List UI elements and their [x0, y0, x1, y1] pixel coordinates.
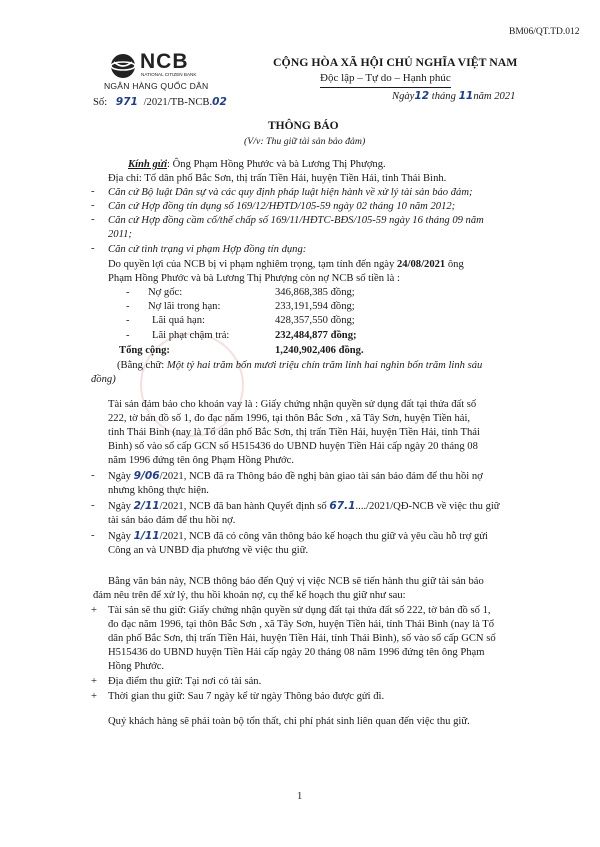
- violation-line-2: Phạm Hồng Phước và bà Lương Thị Phượng còn nợ NCB số tiền là :: [108, 273, 400, 284]
- debt-amount: 233,191,594 đồng;: [275, 301, 355, 312]
- motto-underline: [320, 87, 451, 88]
- ncb-logo: [105, 50, 225, 92]
- address: Địa chỉ: Tổ dân phố Bắc Sơn, thị trấn Tiền Hải, huyện Tiền Hải, tỉnh Thái Bình.: [108, 173, 447, 184]
- plan-asset-line: đo đạc năm 1996, tại thôn Bắc Sơn , xã Tây Sơn, huyện Tiền hải, tỉnh Thái Bình (nay là Tổ: [108, 619, 495, 630]
- basis-item: Căn cứ tình trạng vi phạm Hợp đồng tín dụng:: [108, 244, 307, 255]
- plan-asset-line: H515436 do UBND huyện Tiền Hải cấp ngày 20 tháng 08 năm 1996 đứng tên ông Phạm: [108, 647, 485, 658]
- notice-line: đảm nêu trên để xử lý, thu hồi khoản nợ, cụ thể kế hoạch thu giữ như sau:: [93, 590, 406, 601]
- doc-no-prefix: Số:: [93, 97, 108, 108]
- republic-name: CỘNG HÒA XÃ HỘI CHỦ NGHĨA VIỆT NAM: [273, 55, 518, 69]
- plan-asset-line: Hồng Phước.: [108, 661, 165, 672]
- debt-amount: 346,868,385 đồng;: [275, 287, 355, 298]
- bullet-plus: +: [91, 691, 97, 702]
- event-line: [108, 530, 488, 543]
- bullet-dash: -: [91, 243, 95, 254]
- bullet-dash: -: [91, 500, 95, 511]
- event-line: [108, 470, 483, 483]
- notice-line: Bằng văn bản này, NCB thông báo đến Quý vị việc NCB sẽ tiến hành thu giữ tài sản bảo: [108, 576, 484, 587]
- debt-amount: 428,357,550 đồng;: [275, 315, 355, 326]
- violation-text-a: Do quyền lợi của NCB bị vi phạm nghiêm trọng, tạm tính đến ngày: [108, 259, 397, 270]
- debt-amount: 232,484,877 đồng;: [275, 330, 357, 341]
- total-label: Tổng cộng:: [119, 345, 170, 356]
- decision-number-handwritten: 67.1: [329, 500, 356, 512]
- basis-item: Căn cứ Hợp đồng tín dụng số 169/12/HĐTD/105-59 ngày 02 tháng 10 năm 2012;: [108, 201, 456, 212]
- violation-line-1: [108, 258, 464, 271]
- doc-no-handwritten: 971: [115, 96, 138, 108]
- event-handwritten-date: 1/11: [133, 530, 160, 542]
- event-line-cont: nhưng không thực hiện.: [108, 485, 209, 496]
- debt-label: Nợ gốc:: [148, 287, 183, 298]
- event-handwritten-date: 9/06: [133, 470, 160, 482]
- bullet-dash: -: [91, 470, 95, 481]
- basis-item: Căn cứ Hợp đồng cầm cố/thế chấp số 169/11/HĐTC-BĐS/105-59 ngày 16 tháng 09 năm: [108, 215, 484, 226]
- debt-row-dash: -: [126, 330, 130, 341]
- bullet-plus: +: [91, 676, 97, 687]
- plan-time: Thời gian thu giữ: Sau 7 ngày kể từ ngày Thông báo được gửi đi.: [108, 691, 385, 702]
- basis-item-cont: 2011;: [108, 229, 132, 240]
- bullet-plus: +: [91, 605, 97, 616]
- date-month: 11: [458, 90, 474, 102]
- national-motto: Độc lập – Tự do – Hạnh phúc: [320, 72, 451, 84]
- ncb-globe-icon: [109, 52, 137, 80]
- bullet-dash: -: [91, 530, 95, 541]
- amount-in-words: [117, 359, 482, 372]
- recipient-label: Kính gửi: [128, 159, 168, 170]
- event-prefix: Ngày: [108, 471, 134, 482]
- date-month-word: tháng: [429, 91, 459, 102]
- bullet-dash: -: [91, 214, 95, 225]
- event-text-2: ..../2021/QĐ-NCB về việc thu giữ: [355, 501, 500, 512]
- event-text: /2021, NCB đã ban hành Quyết định số: [159, 501, 330, 512]
- total-amount: 1,240,902,406 đồng.: [275, 345, 364, 356]
- in-words-prefix: (Bằng chữ:: [117, 360, 167, 371]
- debt-label: Nợ lãi trong hạn:: [148, 301, 221, 312]
- bullet-dash: -: [91, 186, 95, 197]
- page-number: 1: [297, 791, 303, 802]
- event-prefix: Ngày: [108, 531, 134, 542]
- bullet-dash: -: [91, 200, 95, 211]
- collateral-line: năm 1996 đứng tên ông Phạm Hồng Phước.: [108, 455, 294, 466]
- debt-label: Lãi quá hạn:: [152, 315, 205, 326]
- debt-row-dash: -: [126, 315, 130, 326]
- collateral-line: tỉnh Thái Bình (nay là Tổ dân phố Bắc Sơn, thị trấn Tiền Hải, huyện Tiền Hải, tỉnh Thái: [108, 427, 480, 438]
- basis-item: Căn cứ Bộ luật Dân sự và các quy định pháp luật hiện hành về xử lý tài sản bảo đảm;: [108, 187, 473, 198]
- event-text: /2021, NCB đã ra Thông báo đề nghị bàn giao tài sản bảo đảm để thu hồi nợ: [159, 471, 483, 482]
- event-prefix: Ngày: [108, 501, 134, 512]
- doc-no-code: /2021/TB-NCB: [143, 97, 210, 108]
- page-title: THÔNG BÁO: [268, 120, 339, 132]
- collateral-line: Tài sản đảm bảo cho khoản vay là : Giấy chứng nhận quyền sử dụng đất tại thửa đất số: [108, 399, 477, 410]
- document-number: [93, 96, 227, 109]
- closing-statement: Quý khách hàng sẽ phải toàn bộ tổn thất, chi phí phát sinh liên quan đến việc thu giữ.: [108, 716, 470, 727]
- debt-row-dash: -: [126, 287, 130, 298]
- violation-text-c: ông: [445, 259, 464, 270]
- page-subtitle: (V/v: Thu giữ tài sản bảo đảm): [244, 136, 366, 147]
- date-prefix: Ngày: [392, 91, 415, 102]
- debt-row-dash: -: [126, 301, 130, 312]
- recipient-text: : Ông Phạm Hồng Phước và bà Lương Thị Phượng.: [167, 159, 386, 170]
- logo-subtitle: NATIONAL CITIZEN BANK: [141, 72, 197, 77]
- plan-asset-line: Tài sản sẽ thu giữ: Giấy chứng nhận quyền sử dụng đất tại thửa đất số 222, tờ bản đồ số 1,: [108, 605, 491, 616]
- logo-bank-name: NGÂN HÀNG QUỐC DÂN: [104, 81, 209, 91]
- collateral-line: 222, tờ bản đồ số 1, đo đạc năm 1996, tại thôn Bắc Sơn , xã Tây Sơn, huyện Tiền hải,: [108, 413, 471, 424]
- plan-asset-line: dân phố Bắc Sơn, thị trấn Tiền Hải, huyện Tiền Hải, tỉnh Thái Bình), số vào sổ cấp GCN số: [108, 633, 496, 644]
- event-line-cont: Công an và UNBD địa phương về việc thu giữ.: [108, 545, 309, 556]
- in-words-text: Một tỷ hai trăm bốn mươi triệu chín trăm linh hai nghìn bốn trăm linh sáu: [166, 360, 483, 371]
- doc-no-dot: .: [209, 97, 213, 108]
- date-day: 12: [414, 90, 430, 102]
- date-year: năm 2021: [473, 91, 516, 102]
- issue-date: [392, 90, 515, 103]
- event-handwritten-date: 2/11: [133, 500, 160, 512]
- logo-brand: NCB: [140, 50, 189, 73]
- event-line: [108, 500, 500, 513]
- debt-label: Lãi phạt chậm trả:: [152, 330, 230, 341]
- violation-date: 24/08/2021: [396, 259, 446, 270]
- collateral-line: Bình) số vào sổ cấp GCN số H515436 do UBND huyện Tiền Hải cấp ngày 20 tháng 08: [108, 441, 478, 452]
- recipient: [128, 158, 386, 171]
- event-text: /2021, NCB đã có công văn thông báo kế hoạch thu giữ và yêu cầu hỗ trợ gửi: [159, 531, 488, 542]
- form-code: BM06/QT.TD.012: [509, 27, 580, 37]
- plan-place: Địa điểm thu giữ: Tại nơi có tài sản.: [108, 676, 262, 687]
- amount-in-words-cont: đồng): [91, 374, 116, 385]
- event-line-cont: tài sản bảo đảm để thu hồi nợ.: [108, 515, 236, 526]
- doc-no-handwritten-suffix: 02: [212, 96, 227, 108]
